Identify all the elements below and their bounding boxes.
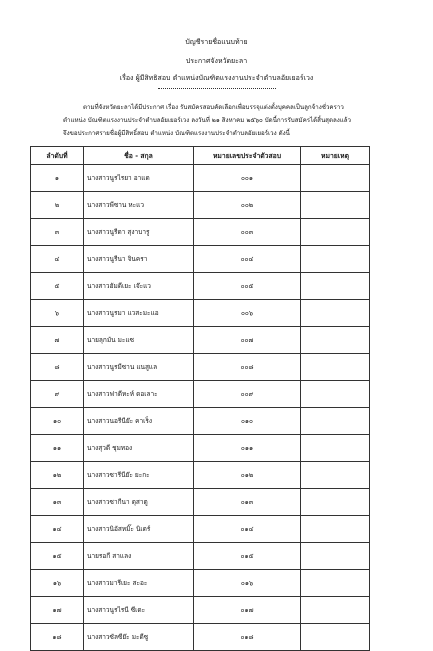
row-exam-id: ๐๐๒	[194, 192, 301, 219]
row-name: นายรอกี สาแลง	[84, 543, 194, 570]
row-remark	[301, 219, 370, 246]
table-row	[31, 570, 370, 597]
table-row	[31, 246, 370, 273]
row-order: ๑๖	[31, 570, 84, 597]
row-remark	[301, 462, 370, 489]
table-row	[31, 597, 370, 624]
subject-line: เรื่อง ผู้มีสิทธิสอบ ตำแหน่งบัณฑิตแรงงานประจำตำบลอัยเยอร์เวง	[119, 74, 314, 82]
row-remark	[301, 327, 370, 354]
body-paragraph-line-2: ตำแหน่ง บัณฑิตแรงงานประจำตำบลอัยเยอร์เวง ลงวันที่ ๒๑ สิงหาคม ๒๕๖๐ บัดนี้การรับสมัครได้สิ้นสุดลงแล้ว	[63, 117, 352, 124]
row-remark	[301, 408, 370, 435]
row-name: นางสาวนูรมีซาน แนสูแล	[84, 354, 194, 381]
row-remark	[301, 246, 370, 273]
row-remark	[301, 624, 370, 651]
row-name: นางสาวนูรีนา จินครา	[84, 246, 194, 273]
row-remark	[301, 165, 370, 192]
row-name: นางสาวพีซาน หะแว	[84, 192, 194, 219]
row-exam-id: ๐๐๓	[194, 219, 301, 246]
row-order: ๔	[31, 246, 84, 273]
table-row	[31, 327, 370, 354]
row-order: ๑๘	[31, 624, 84, 651]
row-remark	[301, 516, 370, 543]
table-row	[31, 516, 370, 543]
header-order: ลำดับที่	[31, 147, 84, 165]
row-remark	[301, 570, 370, 597]
row-name: นางสาวฮัมดีเยะ เจ๊ะแว	[84, 273, 194, 300]
row-order: ๑๐	[31, 408, 84, 435]
table-row	[31, 219, 370, 246]
row-exam-id: ๐๑๐	[194, 408, 301, 435]
row-exam-id: ๐๑๔	[194, 516, 301, 543]
row-name: นางสาวนิอัสหมิ๊ะ นิเดร์	[84, 516, 194, 543]
row-exam-id: ๐๐๙	[194, 381, 301, 408]
table-row	[31, 300, 370, 327]
row-order: ๑๑	[31, 435, 84, 462]
body-paragraph-line-1: ตามที่จังหวัดยะลาได้มีประกาศ เรื่อง รับสมัครสอบคัดเลือกเพื่อบรรจุแต่งตั้งบุคคลเป็นลูกจ้างชั่วคราว	[83, 104, 344, 111]
row-remark	[301, 489, 370, 516]
announcement-title: ประกาศจังหวัดยะลา	[185, 57, 248, 65]
row-exam-id: ๐๑๘	[194, 624, 301, 651]
row-name: นางสาวฟาตีหะห์ ดอเลาะ	[84, 381, 194, 408]
table-row	[31, 462, 370, 489]
row-exam-id: ๐๐๖	[194, 300, 301, 327]
row-remark	[301, 381, 370, 408]
table-row	[31, 381, 370, 408]
table-row	[31, 354, 370, 381]
row-name: นายลุกมัน มะแซ	[84, 327, 194, 354]
row-name: นางสาวซัลซีย๊ะ มะดีซู	[84, 624, 194, 651]
table-row	[31, 192, 370, 219]
table-row	[31, 543, 370, 570]
row-order: ๑๗	[31, 597, 84, 624]
row-name: นางสาวนอรีนีย๊ะ คาเร็ง	[84, 408, 194, 435]
row-name: นางสาวซากีนา ดุสาตู	[84, 489, 194, 516]
row-order: ๖	[31, 300, 84, 327]
row-order: ๑๒	[31, 462, 84, 489]
row-exam-id: ๐๑๒	[194, 462, 301, 489]
row-exam-id: ๐๐๕	[194, 273, 301, 300]
row-name: นางสาวซารีนีย๊ะ ยะกะ	[84, 462, 194, 489]
row-remark	[301, 300, 370, 327]
row-exam-id: ๐๑๕	[194, 543, 301, 570]
row-order: ๑๕	[31, 543, 84, 570]
row-order: ๗	[31, 327, 84, 354]
table-row	[31, 273, 370, 300]
header-exam-id: หมายเลขประจำตัวสอบ	[194, 147, 301, 165]
row-order: ๕	[31, 273, 84, 300]
table-header-row	[31, 147, 370, 165]
table-row	[31, 408, 370, 435]
row-order: ๘	[31, 354, 84, 381]
row-exam-id: ๐๑๓	[194, 489, 301, 516]
table-row	[31, 435, 370, 462]
row-name: นางสาวนูรมา แวสะมะแอ	[84, 300, 194, 327]
row-exam-id: ๐๐๘	[194, 354, 301, 381]
candidate-table	[30, 146, 370, 651]
table-row	[31, 489, 370, 516]
row-exam-id: ๐๑๑	[194, 435, 301, 462]
row-exam-id: ๐๑๗	[194, 597, 301, 624]
row-name: นางสาวมารีเยะ สะอะ	[84, 570, 194, 597]
row-exam-id: ๐๑๖	[194, 570, 301, 597]
row-name: นางสาวนูรีดา สุงาบารู	[84, 219, 194, 246]
row-name: นางสาวนูรไรยา อาแด	[84, 165, 194, 192]
row-order: ๓	[31, 219, 84, 246]
header-remark: หมายเหตุ	[301, 147, 370, 165]
row-remark	[301, 543, 370, 570]
dotted-divider	[158, 88, 276, 89]
row-remark	[301, 597, 370, 624]
row-remark	[301, 273, 370, 300]
table-row	[31, 624, 370, 651]
row-exam-id: ๐๐๗	[194, 327, 301, 354]
row-order: ๑๓	[31, 489, 84, 516]
row-name: นางสาวนูรไรนี ซีเดะ	[84, 597, 194, 624]
attachment-title: บัญชีรายชื่อแนบท้าย	[185, 38, 248, 46]
row-remark	[301, 192, 370, 219]
table-row	[31, 165, 370, 192]
row-remark	[301, 354, 370, 381]
row-exam-id: ๐๐๔	[194, 246, 301, 273]
row-order: ๑๔	[31, 516, 84, 543]
table-body	[31, 165, 370, 651]
row-exam-id: ๐๐๑	[194, 165, 301, 192]
row-order: ๑	[31, 165, 84, 192]
row-name: นางสุวดี ชุมทอง	[84, 435, 194, 462]
row-order: ๒	[31, 192, 84, 219]
row-order: ๙	[31, 381, 84, 408]
header-name: ชื่อ - สกุล	[84, 147, 194, 165]
body-paragraph-line-3: จึงขอประกาศรายชื่อผู้มีสิทธิ์สอบ ตำแหน่ง บัณฑิตแรงงานประจำตำบลอัยเยอร์เวง ดังนี้	[63, 130, 290, 137]
row-remark	[301, 435, 370, 462]
